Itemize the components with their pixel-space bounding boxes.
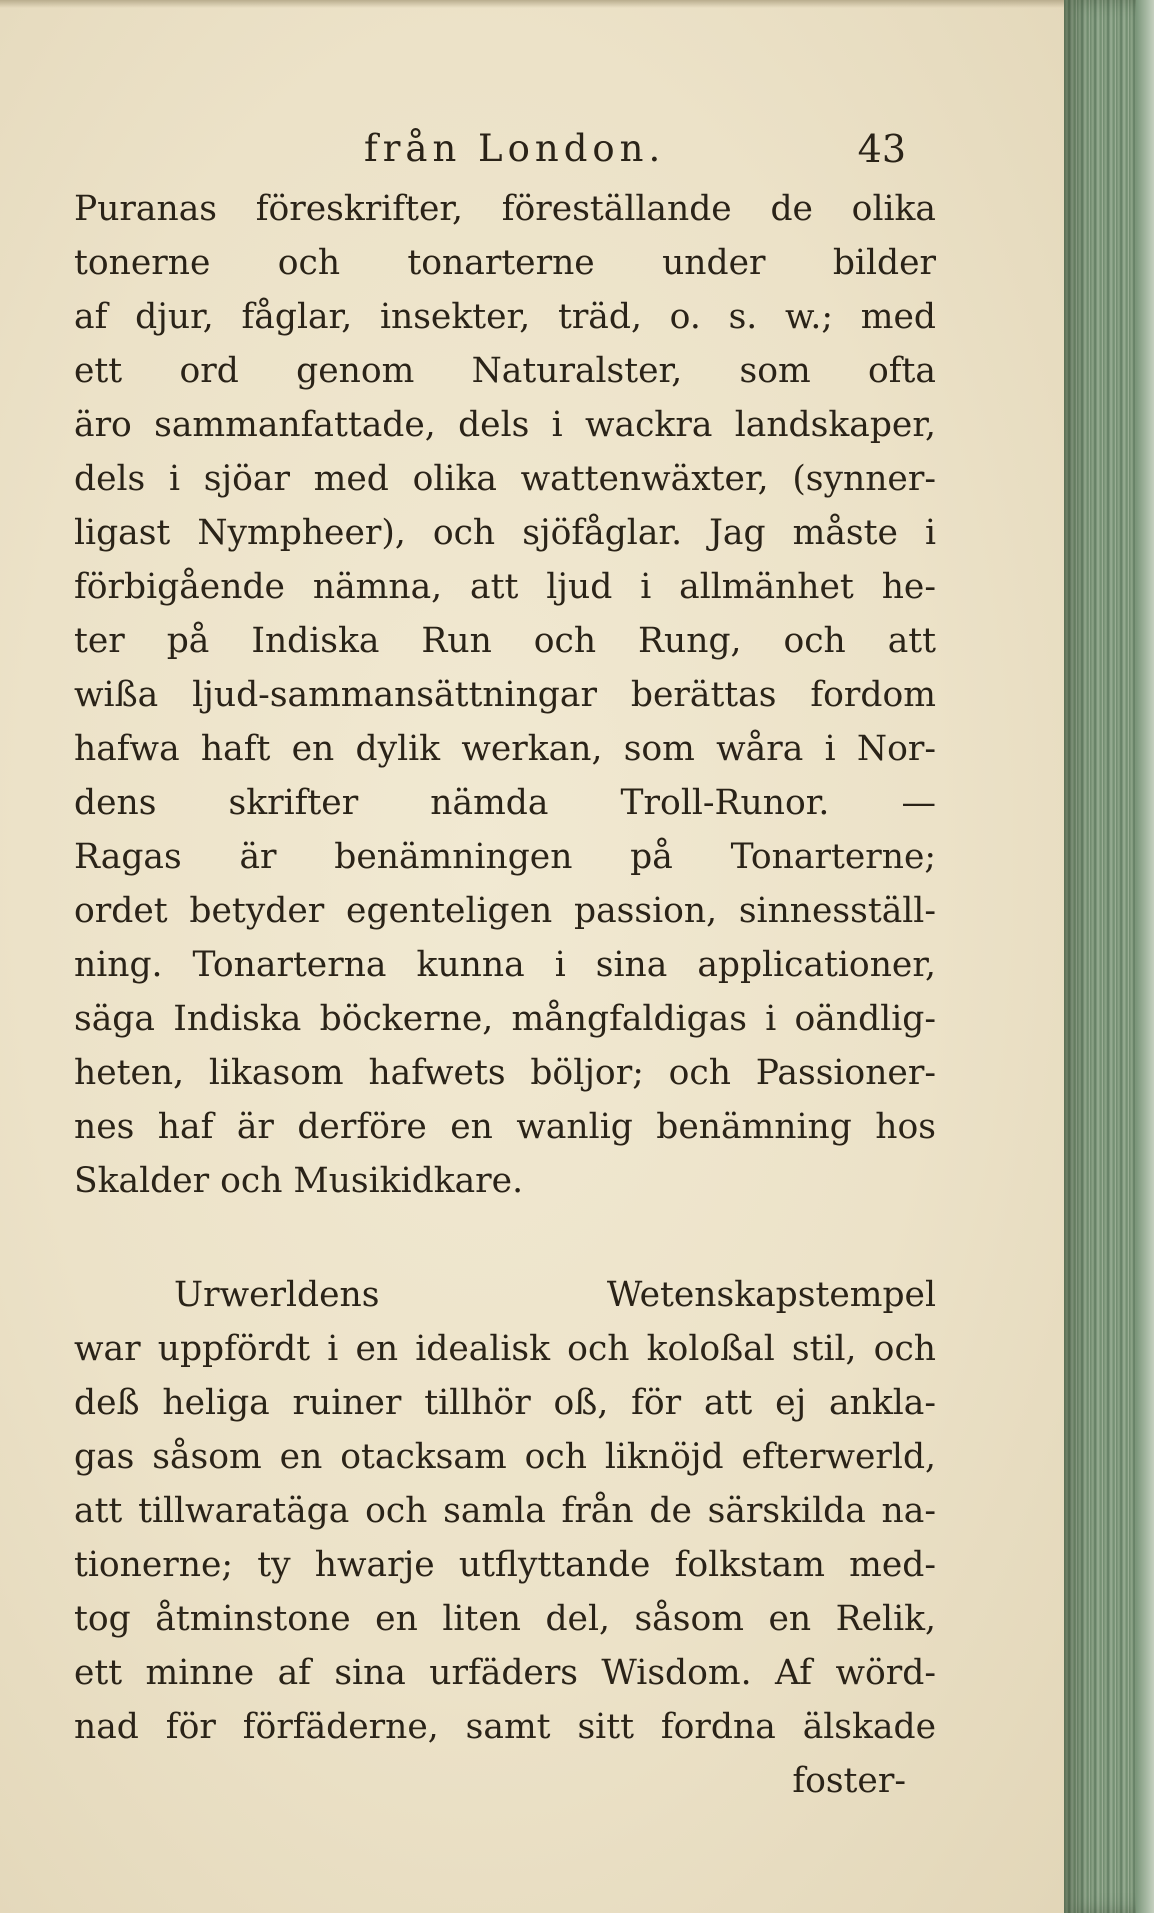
text-line: tionerne; ty hwarje utflyttande folkstam med- (74, 1545, 936, 1585)
book-fore-edge (1064, 0, 1154, 1913)
text-line: dels i sjöar med olika wattenwäxter, (synner- (74, 459, 936, 499)
text-line: gas såsom en otacksam och liknöjd efterwerld, (74, 1437, 936, 1477)
text-line: tog åtminstone en liten del, såsom en Relik, (74, 1599, 936, 1639)
text-line: heten, likasom hafwets böljor; och Passioner- (74, 1053, 936, 1093)
text-line: ning. Tonarterna kunna i sina applicationer, (74, 945, 936, 985)
text-line: nad för förfäderne, samt sitt fordna älskade (74, 1707, 936, 1747)
text-line: af djur, fåglar, insekter, träd, o. s. w.; med (74, 297, 936, 337)
catchword: foster- (792, 1761, 906, 1801)
page-top-edge (0, 0, 1064, 8)
text-line: hafwa haft en dylik werkan, som wåra i Nor- (74, 729, 936, 769)
text-line: ordet betyder egenteligen passion, sinnesställ- (74, 891, 936, 931)
page-header (74, 122, 936, 182)
running-head: från London. (364, 127, 666, 170)
text-line: ett minne af sina urfäders Wisdom. Af wörd- (74, 1653, 936, 1693)
text-line: säga Indiska böckerne, mångfaldigas i oändlig- (74, 999, 936, 1039)
paragraph-gap (74, 1208, 936, 1268)
text-line: deß heliga ruiner tillhör oß, för att ej ankla- (74, 1383, 936, 1423)
text-line: att tillwaratäga och samla från de särskilda na- (74, 1491, 936, 1531)
text-line: Skalder och Musikidkare. (74, 1161, 524, 1201)
text-line: dens skrifter nämda Troll-Runor. — (74, 783, 936, 823)
text-line: wißa ljud-sammansättningar berättas fordom (74, 675, 936, 715)
text-line: tonerne och tonarterne under bilder (74, 243, 936, 283)
text-line: Ragas är benämningen på Tonarterne; (74, 837, 936, 877)
text-line: war uppfördt i en idealisk och koloßal stil, och (74, 1329, 936, 1369)
text-line: ter på Indiska Run och Rung, och att (74, 621, 936, 661)
text-line: Puranas föreskrifter, föreställande de olika (74, 189, 936, 229)
text-line: nes haf är derföre en wanlig benämning hos (74, 1107, 936, 1147)
text-line: förbigående nämna, att ljud i allmänhet he- (74, 567, 936, 607)
paragraph-1 (74, 182, 936, 1208)
text-line: Urwerldens Wetenskapstempel (174, 1275, 936, 1315)
text-line: ett ord genom Naturalster, som ofta (74, 351, 936, 391)
text-block (74, 122, 936, 1808)
text-line: äro sammanfattade, dels i wackra landskaper, (74, 405, 936, 445)
paragraph-2 (74, 1268, 936, 1754)
page-number: 43 (857, 127, 906, 171)
text-line: ligast Nympheer), och sjöfåglar. Jag måste i (74, 513, 936, 553)
